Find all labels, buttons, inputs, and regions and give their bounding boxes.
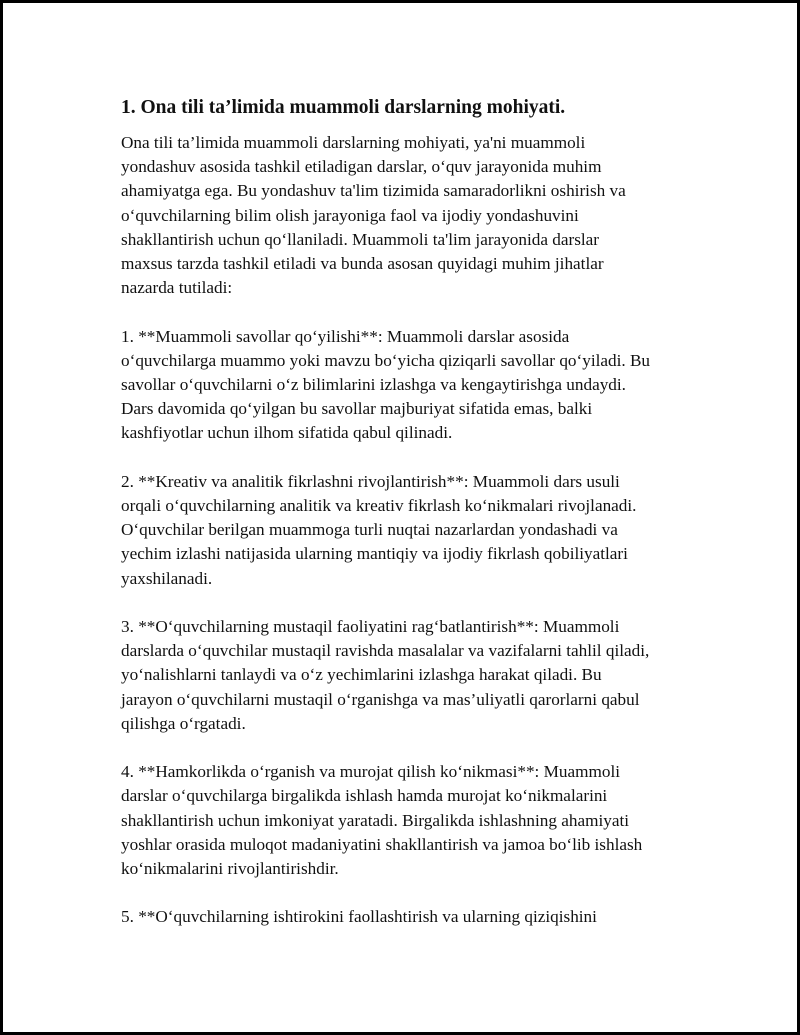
document-title: 1. Ona tili ta’limida muammoli darslarning mohiyati. (121, 97, 566, 118)
text-line: 3. **O‘quvchilarning mustaqil faoliyatini rag‘batlantirish**: Muammoli (121, 617, 620, 637)
text-line: shakllantirish uchun qo‘llaniladi. Muammoli ta'lim jarayonida darslar (121, 229, 600, 249)
text-line: orqali o‘quvchilarning analitik va kreativ fikrlash ko‘nikmalari rivojlanadi. (121, 496, 637, 516)
text-line: yechim izlashi natijasida ularning mantiqiy va ijodiy fikrlash qobiliyatlari (121, 544, 628, 564)
paragraph-point-3 (121, 615, 691, 736)
text-line: kashfiyotlar uchun ilhom sifatida qabul qilinadi. (121, 423, 453, 443)
text-line: 2. **Kreativ va analitik fikrlashni rivojlantirish**: Muammoli dars usuli (121, 471, 620, 491)
text-line: yo‘nalishlarni tanlaydi va o‘z yechimlarini izlashga harakat qiladi. Bu (121, 665, 602, 685)
text-line: O‘quvchilar berilgan muammoga turli nuqtai nazarlardan yondashadi va (121, 520, 618, 540)
text-line: qilishga o‘rgatadi. (121, 713, 246, 733)
document-body (121, 95, 691, 954)
paragraph-point-4 (121, 760, 691, 881)
text-line: o‘quvchilarga muammo yoki mavzu bo‘yicha qiziqarli savollar qo‘yiladi. Bu (121, 350, 651, 370)
text-line: ko‘nikmalarini rivojlantirishdir. (121, 859, 339, 879)
text-line: 4. **Hamkorlikda o‘rganish va murojat qilish ko‘nikmasi**: Muammoli (121, 762, 621, 782)
text-line: maxsus tarzda tashkil etiladi va bunda asosan quyidagi muhim jihatlar (121, 254, 604, 274)
text-line: ahamiyatga ega. Bu yondashuv ta'lim tizimida samaradorlikni oshirish va (121, 181, 626, 201)
text-line: shakllantirish uchun imkoniyat yaratadi. Birgalikda ishlashning ahamiyati (121, 810, 630, 830)
text-line: savollar o‘quvchilarni o‘z bilimlarini izlashga va kengaytirishga undaydi. (121, 375, 626, 395)
text-line: 5. **O‘quvchilarning ishtirokini faollashtirish va ularning qiziqishini (121, 907, 597, 927)
paragraph-point-2 (121, 470, 691, 591)
text-line: Ona tili ta’limida muammoli darslarning mohiyati, ya'ni muammoli (121, 133, 586, 152)
text-line: nazarda tutiladi: (121, 278, 233, 298)
paragraph-point-1 (121, 325, 691, 446)
paragraph-point-5 (121, 905, 691, 929)
text-line: darslarda o‘quvchilar mustaqil ravishda masalalar va vazifalarni tahlil qiladi, (121, 641, 650, 661)
text-line: 1. **Muammoli savollar qo‘yilishi**: Muammoli darslar asosida (121, 326, 570, 346)
text-line: darslar o‘quvchilarga birgalikda ishlash hamda murojat ko‘nikmalarini (121, 786, 608, 806)
text-line: yaxshilanadi. (121, 568, 213, 588)
text-line: Dars davomida qo‘yilgan bu savollar majburiyat sifatida emas, balki (121, 399, 593, 419)
text-line: yoshlar orasida muloqot madaniyatini shakllantirish va jamoa bo‘lib ishlash (121, 834, 643, 854)
text-line: o‘quvchilarning bilim olish jarayoniga faol va ijodiy yondashuvini (121, 205, 579, 225)
paragraph-intro (121, 131, 691, 300)
text-line: yondashuv asosida tashkil etiladigan darslar, o‘quv jarayonida muhim (121, 157, 602, 177)
text-line: jarayon o‘quvchilarni mustaqil o‘rganishga va mas’uliyatli qarorlarni qabul (121, 689, 640, 709)
